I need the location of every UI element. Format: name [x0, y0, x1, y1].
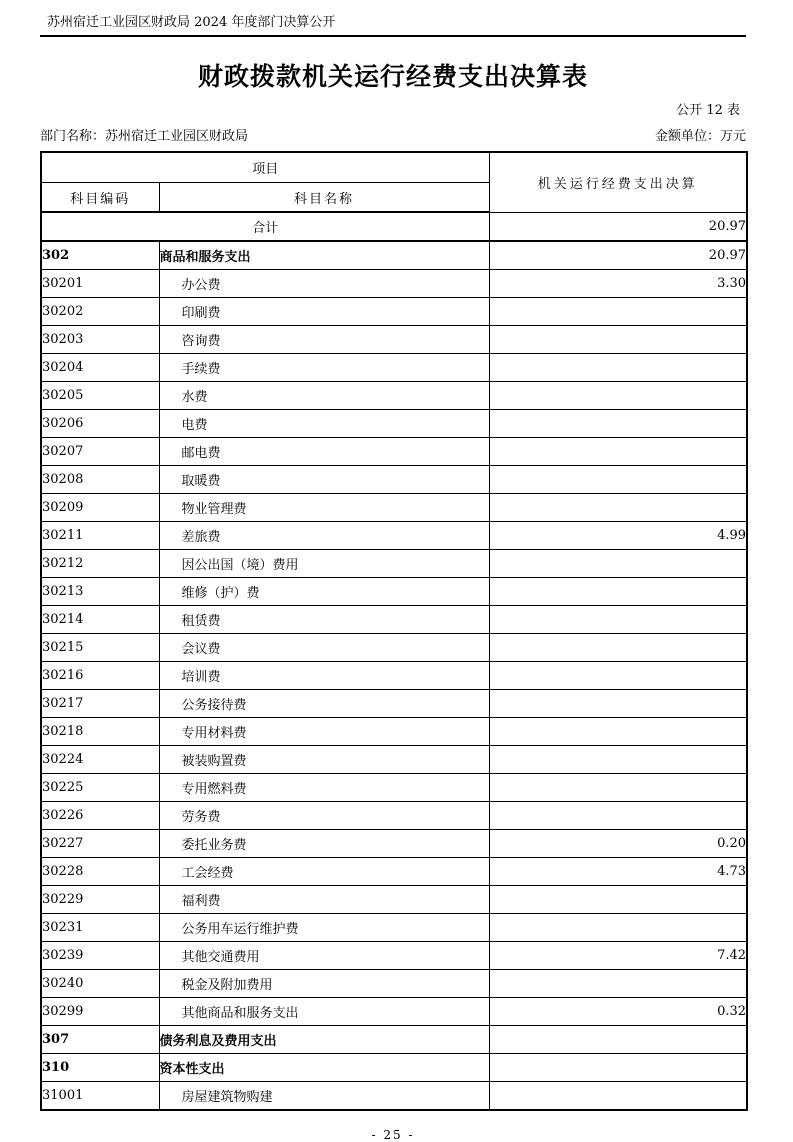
subject-code-cell: 30214 — [41, 606, 159, 634]
subject-name-cell: 公务用车运行维护费 — [159, 914, 489, 942]
table-row — [41, 410, 747, 438]
amount-cell — [489, 1026, 747, 1054]
subject-code-cell: 30206 — [41, 410, 159, 438]
table-row — [41, 886, 747, 914]
page-number: - 25 - — [371, 1128, 415, 1142]
table-row — [41, 241, 747, 270]
subject-name-cell: 咨询费 — [159, 326, 489, 354]
amount-cell — [489, 774, 747, 802]
subject-name-cell: 差旅费 — [159, 522, 489, 550]
subject-name-cell: 其他商品和服务支出 — [159, 998, 489, 1026]
subject-code-cell: 30226 — [41, 802, 159, 830]
subject-name-cell: 专用燃料费 — [159, 774, 489, 802]
header-group-project: 项目 — [41, 152, 489, 183]
amount-cell — [489, 466, 747, 494]
subject-code-cell: 30205 — [41, 382, 159, 410]
subject-name-cell: 办公费 — [159, 270, 489, 298]
subject-name-cell: 劳务费 — [159, 802, 489, 830]
amount-cell — [489, 578, 747, 606]
subject-code-cell: 30228 — [41, 858, 159, 886]
subject-name-cell: 公务接待费 — [159, 690, 489, 718]
amount-cell — [489, 410, 747, 438]
amount-cell — [489, 438, 747, 466]
subject-code-cell: 30224 — [41, 746, 159, 774]
subject-name-cell: 手续费 — [159, 354, 489, 382]
amount-cell — [489, 1054, 747, 1082]
header-subject-name: 科目名称 — [159, 183, 489, 213]
amount-cell — [489, 1082, 747, 1111]
table-row — [41, 718, 747, 746]
table-row — [41, 298, 747, 326]
total-row — [41, 212, 747, 241]
subject-code-cell: 30225 — [41, 774, 159, 802]
subject-name-cell: 培训费 — [159, 662, 489, 690]
subject-code-cell: 30218 — [41, 718, 159, 746]
subject-name-cell: 税金及附加费用 — [159, 970, 489, 998]
amount-cell — [489, 550, 747, 578]
table-row — [41, 830, 747, 858]
amount-cell — [489, 606, 747, 634]
table-row — [41, 522, 747, 550]
subject-code-cell: 30216 — [41, 662, 159, 690]
amount-cell — [489, 382, 747, 410]
amount-cell — [489, 326, 747, 354]
header-value-column: 机关运行经费支出决算 — [489, 152, 747, 212]
subject-code-cell: 30213 — [41, 578, 159, 606]
subject-name-cell: 资本性支出 — [159, 1054, 489, 1082]
subject-name-cell: 专用材料费 — [159, 718, 489, 746]
department-label: 部门名称：苏州宿迁工业园区财政局 — [40, 129, 249, 144]
table-row — [41, 1054, 747, 1082]
subject-code-cell: 30209 — [41, 494, 159, 522]
subject-code-cell: 30211 — [41, 522, 159, 550]
header-note: 苏州宿迁工业园区财政局 2024 年度部门决算公开 — [40, 14, 746, 37]
subject-name-cell: 印刷费 — [159, 298, 489, 326]
amount-cell — [489, 690, 747, 718]
amount-cell: 7.42 — [489, 942, 747, 970]
subject-name-cell: 水费 — [159, 382, 489, 410]
table-row — [41, 1026, 747, 1054]
table-row — [41, 354, 747, 382]
subject-name-cell: 福利费 — [159, 886, 489, 914]
subject-code-cell: 31001 — [41, 1082, 159, 1111]
header-subject-code: 科目编码 — [41, 183, 159, 213]
table-header — [41, 152, 747, 212]
subject-code-cell: 30227 — [41, 830, 159, 858]
subject-name-cell: 工会经费 — [159, 858, 489, 886]
subject-code-cell: 30229 — [41, 886, 159, 914]
table-row — [41, 270, 747, 298]
table-row — [41, 746, 747, 774]
subject-code-cell: 30299 — [41, 998, 159, 1026]
table-row — [41, 774, 747, 802]
amount-cell: 3.30 — [489, 270, 747, 298]
subject-code-cell: 30203 — [41, 326, 159, 354]
amount-cell — [489, 494, 747, 522]
amount-cell — [489, 354, 747, 382]
table-row — [41, 578, 747, 606]
subject-name-cell: 房屋建筑物购建 — [159, 1082, 489, 1111]
subject-code-cell: 30207 — [41, 438, 159, 466]
amount-cell: 0.32 — [489, 998, 747, 1026]
subject-name-cell: 维修（护）费 — [159, 578, 489, 606]
subject-name-cell: 物业管理费 — [159, 494, 489, 522]
amount-cell: 4.99 — [489, 522, 747, 550]
subject-name-cell: 会议费 — [159, 634, 489, 662]
amount-cell — [489, 886, 747, 914]
table-row — [41, 1082, 747, 1111]
subject-name-cell: 因公出国（境）费用 — [159, 550, 489, 578]
amount-cell: 20.97 — [489, 241, 747, 270]
table-row — [41, 970, 747, 998]
subject-code-cell: 30208 — [41, 466, 159, 494]
amount-cell — [489, 970, 747, 998]
table-row — [41, 382, 747, 410]
table-row — [41, 466, 747, 494]
table-row — [41, 690, 747, 718]
table-body — [41, 212, 747, 1110]
amount-cell: 0.20 — [489, 830, 747, 858]
total-amount-cell: 20.97 — [489, 212, 747, 241]
subject-name-cell: 其他交通费用 — [159, 942, 489, 970]
subject-code-cell: 302 — [41, 241, 159, 270]
unit-label: 金额单位：万元 — [654, 129, 746, 144]
total-label-cell: 合计 — [41, 212, 489, 241]
subject-code-cell: 310 — [41, 1054, 159, 1082]
table-row — [41, 662, 747, 690]
amount-cell — [489, 718, 747, 746]
table-row — [41, 634, 747, 662]
table-index-label: 公开 12 表 — [676, 103, 740, 118]
table-row — [41, 914, 747, 942]
subject-code-cell: 30201 — [41, 270, 159, 298]
table-row — [41, 802, 747, 830]
subject-name-cell: 被装购置费 — [159, 746, 489, 774]
subject-code-cell: 30215 — [41, 634, 159, 662]
subject-code-cell: 30231 — [41, 914, 159, 942]
accounts-table — [40, 151, 748, 1111]
amount-cell: 4.73 — [489, 858, 747, 886]
subject-code-cell: 30202 — [41, 298, 159, 326]
subject-name-cell: 租赁费 — [159, 606, 489, 634]
table-row — [41, 494, 747, 522]
table-row — [41, 606, 747, 634]
page-title: 财政拨款机关运行经费支出决算表 — [197, 62, 588, 91]
meta-row — [40, 128, 746, 145]
subject-name-cell: 商品和服务支出 — [159, 241, 489, 270]
amount-cell — [489, 662, 747, 690]
subject-name-cell: 取暖费 — [159, 466, 489, 494]
table-row — [41, 438, 747, 466]
amount-cell — [489, 802, 747, 830]
table-row — [41, 998, 747, 1026]
amount-cell — [489, 298, 747, 326]
table-row — [41, 942, 747, 970]
subject-code-cell: 30212 — [41, 550, 159, 578]
header-group-row — [41, 152, 747, 183]
amount-cell — [489, 746, 747, 774]
subject-name-cell: 债务利息及费用支出 — [159, 1026, 489, 1054]
subject-code-cell: 30217 — [41, 690, 159, 718]
subject-name-cell: 邮电费 — [159, 438, 489, 466]
table-row — [41, 858, 747, 886]
subject-name-cell: 委托业务费 — [159, 830, 489, 858]
subject-name-cell: 电费 — [159, 410, 489, 438]
table-row — [41, 326, 747, 354]
amount-cell — [489, 634, 747, 662]
subject-code-cell: 30239 — [41, 942, 159, 970]
subject-code-cell: 307 — [41, 1026, 159, 1054]
subject-code-cell: 30240 — [41, 970, 159, 998]
amount-cell — [489, 914, 747, 942]
table-row — [41, 550, 747, 578]
subject-code-cell: 30204 — [41, 354, 159, 382]
